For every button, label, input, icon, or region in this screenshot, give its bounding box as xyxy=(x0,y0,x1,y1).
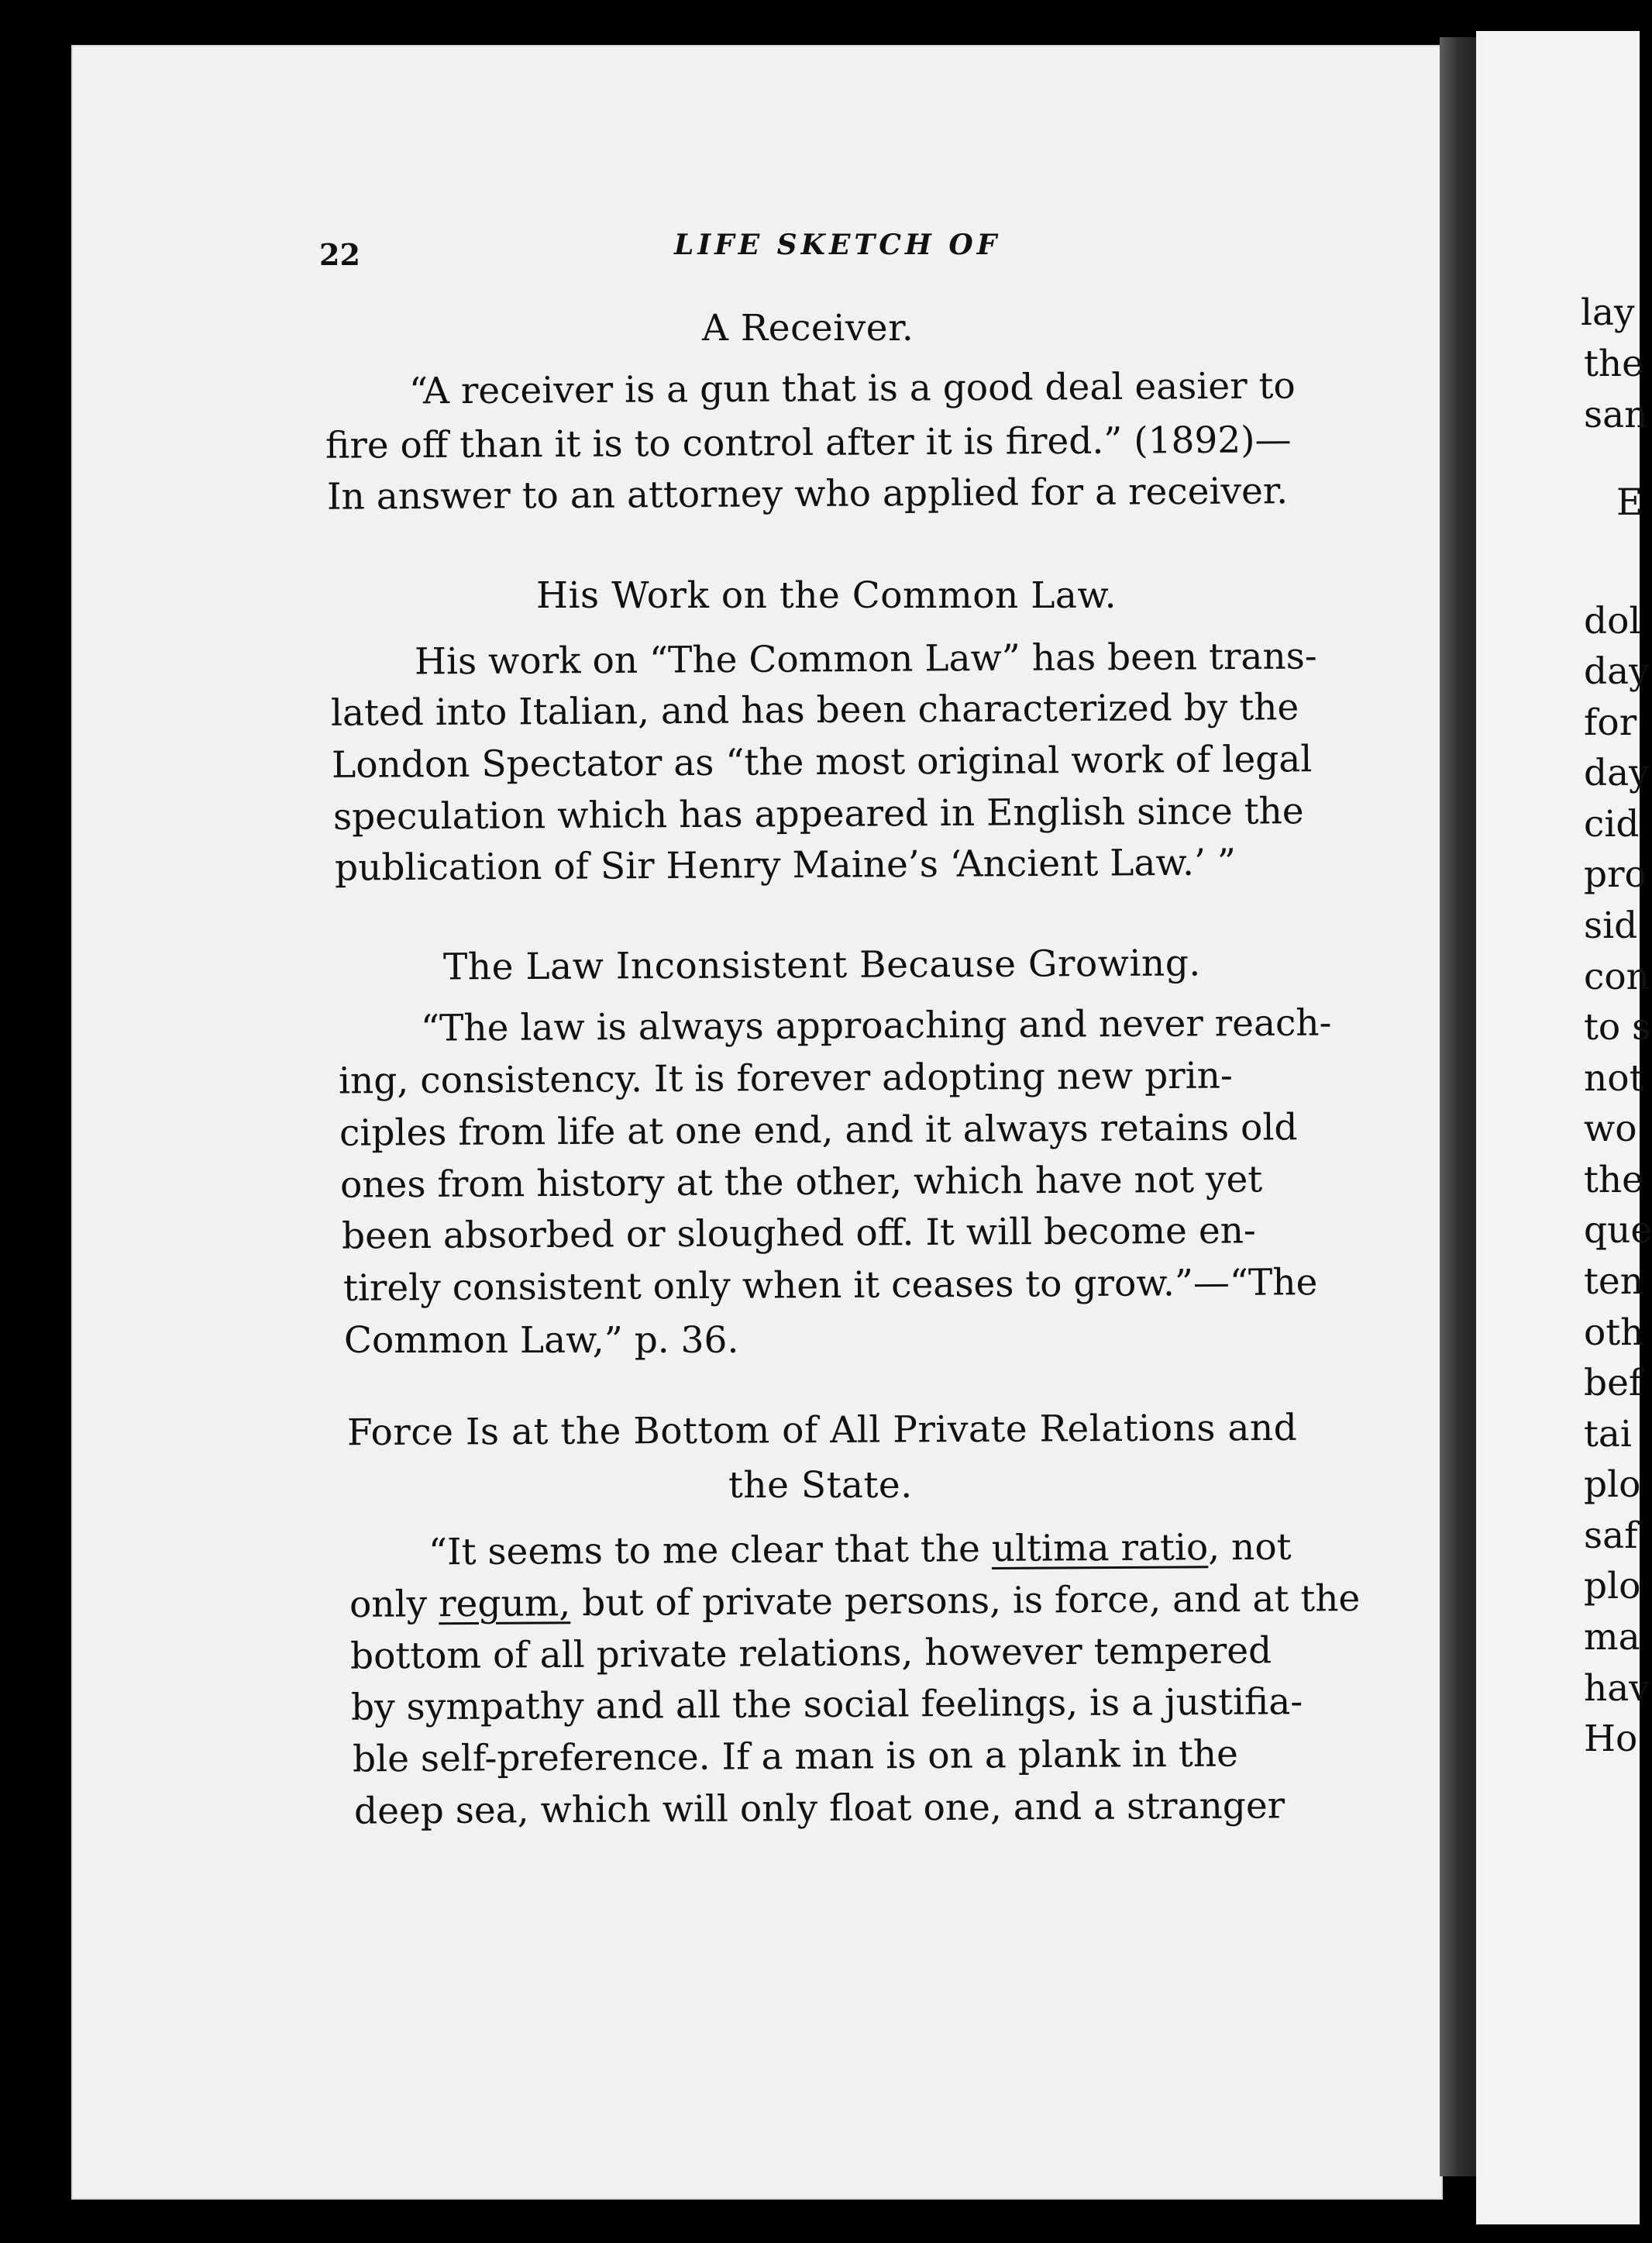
latin-phrase: regum, xyxy=(438,1582,571,1626)
facing-page-fragment: dol xyxy=(1584,600,1641,643)
facing-page-fragment: hav xyxy=(1584,1667,1650,1710)
facing-page-fragment: tai xyxy=(1584,1413,1632,1456)
text-line: “The law is always approaching and never reach- xyxy=(420,1001,1332,1050)
text-line: “A receiver is a gun that is a good deal easier to xyxy=(408,364,1296,413)
facing-page-fragment: sid xyxy=(1584,904,1638,947)
facing-page-fragment: bef xyxy=(1584,1362,1643,1404)
section-heading: Force Is at the Bottom of All Private Relations and xyxy=(346,1406,1298,1455)
text-line: ing, consistency. It is forever adopting new prin- xyxy=(338,1054,1234,1103)
text-line: fire off than it is to control after it is fired.” (1892)— xyxy=(325,419,1292,467)
text-line: In answer to an attorney who applied for a receiver. xyxy=(326,470,1289,519)
text-line: ciples from life at one end, and it always retains old xyxy=(339,1106,1298,1155)
facing-page-fragment: Ho xyxy=(1584,1718,1638,1760)
facing-page-fragment: oth xyxy=(1584,1311,1644,1354)
text-line: only regum, but of private persons, is force, and at the xyxy=(349,1577,1361,1626)
text-line: been absorbed or sloughed off. It will become en- xyxy=(341,1209,1256,1258)
text-line: speculation which has appeared in English since the xyxy=(332,790,1304,839)
facing-page-fragment: san xyxy=(1584,394,1648,436)
text-line: London Spectator as “the most original work of legal xyxy=(331,738,1313,787)
text-line: publication of Sir Henry Maine’s ‘Ancient Law.’ ” xyxy=(334,841,1237,890)
facing-page-fragment: plo xyxy=(1584,1463,1641,1506)
text-line: ble self-preference. If a man is on a plank in the xyxy=(352,1732,1239,1781)
text-line: “It seems to me clear that the ultima ratio, not xyxy=(428,1525,1292,1574)
section-heading: the State. xyxy=(728,1464,913,1507)
section-heading: His Work on the Common Law. xyxy=(536,574,1117,617)
page-number: 22 xyxy=(319,237,360,272)
facing-page-fragment: the xyxy=(1584,343,1643,385)
facing-page-fragment: ten xyxy=(1584,1260,1643,1303)
facing-page-fragment: ma xyxy=(1584,1616,1640,1659)
facing-page-fragment: que xyxy=(1584,1209,1652,1252)
text-line: tirely consistent only when it ceases to grow.”—“The xyxy=(342,1261,1318,1310)
book-gutter xyxy=(1440,37,1478,2176)
facing-page-fragment: for xyxy=(1584,701,1637,744)
facing-page-fragment: the xyxy=(1584,1159,1643,1201)
latin-phrase: ultima ratio xyxy=(991,1526,1209,1570)
facing-page-fragment: pro xyxy=(1584,853,1647,896)
running-head: LIFE SKETCH OF xyxy=(674,229,1001,261)
facing-page-fragment: cid xyxy=(1584,803,1640,846)
facing-page-fragment: wo xyxy=(1584,1108,1637,1150)
text-line: lated into Italian, and has been characterized by the xyxy=(330,686,1299,735)
section-heading: A Receiver. xyxy=(702,307,914,350)
text-line: deep sea, which will only float one, and a stranger xyxy=(353,1784,1285,1833)
text-line: by sympathy and all the social feelings, is a justifia- xyxy=(350,1680,1303,1729)
facing-page-fragment: day xyxy=(1584,752,1650,794)
facing-page-fragment: lay xyxy=(1581,291,1635,334)
facing-page-fragment: con xyxy=(1584,956,1650,998)
section-heading: The Law Inconsistent Because Growing. xyxy=(442,942,1201,989)
facing-page-fragment: not xyxy=(1584,1057,1644,1100)
text-line: bottom of all private relations, however tempered xyxy=(349,1629,1272,1678)
facing-page-fragment: to s xyxy=(1584,1006,1651,1049)
facing-page-fragment: E xyxy=(1616,481,1643,524)
facing-page-fragment: day xyxy=(1584,650,1650,693)
text-line: ones from history at the other, which have not yet xyxy=(339,1158,1263,1207)
text-line: His work on “The Common Law” has been trans- xyxy=(414,635,1317,684)
text-line: Common Law,” p. 36. xyxy=(344,1319,739,1362)
facing-page-fragment: plo xyxy=(1584,1565,1641,1607)
facing-page-fragment: saf xyxy=(1584,1514,1638,1557)
